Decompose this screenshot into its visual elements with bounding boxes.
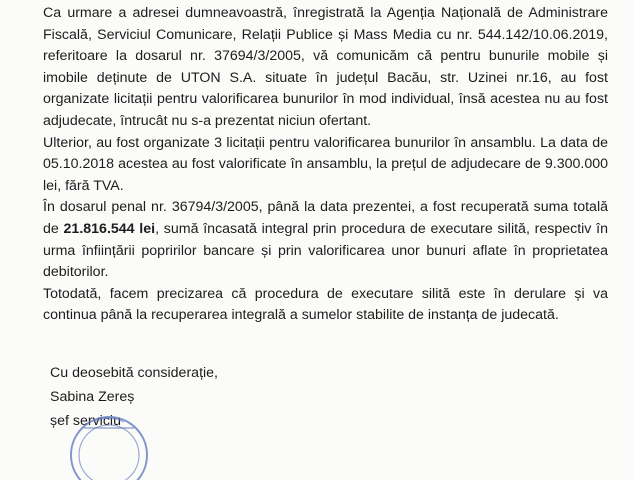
paragraph-auction-ensemble: Ulterior, au fost organizate 3 licitații pentru valorificarea bunurilor în ansamblu. La data de 05.10.2018 acestea au fost valorificate în ansamblu, la prețul de adjudecare de 9.300.000 lei, fără TVA.: [43, 134, 608, 194]
signatory-role: șef serviciu: [50, 413, 121, 429]
recovered-text-before: În dosarul penal nr. 36794/3/2005, până la data prezentei, a fost recuperată suma totală de: [43, 199, 608, 237]
letter-body: [43, 3, 608, 327]
official-stamp-icon: [64, 410, 154, 480]
recovered-text-after: , sumă încasată integral prin procedura de executare silită, respectiv în urma înființării popririlor bancare și prin valorificarea unor bunuri aflate în proprietatea debitorilor.: [43, 220, 608, 281]
letter-paragraphs: [43, 3, 608, 327]
paragraph-enforcement-ongoing: Totodată, facem precizarea că procedura de executare silită este în derulare și va continua până la recuperarea integrală a sumelor stabilite de instanța de judecată.: [43, 285, 608, 324]
signatory-name: Sabina Zereș: [50, 389, 135, 405]
recovered-amount: 21.816.544 lei: [63, 220, 156, 237]
paragraph-recovered-amount: [43, 197, 608, 283]
closing-salutation: Cu deosebită considerație,: [50, 365, 218, 381]
paragraph-address-reference: Ca urmare a adresei dumneavoastră, înregistrată la Agenția Națională de Administrare Fiscală, Serviciul Comunicare, Relații Publice și Mass Media cu nr. 544.142/10.06.2019, referitoare la dosarul nr. 37694/3/2005, vă comunicăm că pentru bunurile mobile și imobile deținute de UTON S.A. situate în județul Bacău, str. Uzinei nr.16, au fost organizate licitații pentru valorificarea bunurilor în mod individual, însă acestea nu au fost adjudecate, întrucât nu s-a prezentat niciun ofertant.: [43, 5, 608, 129]
